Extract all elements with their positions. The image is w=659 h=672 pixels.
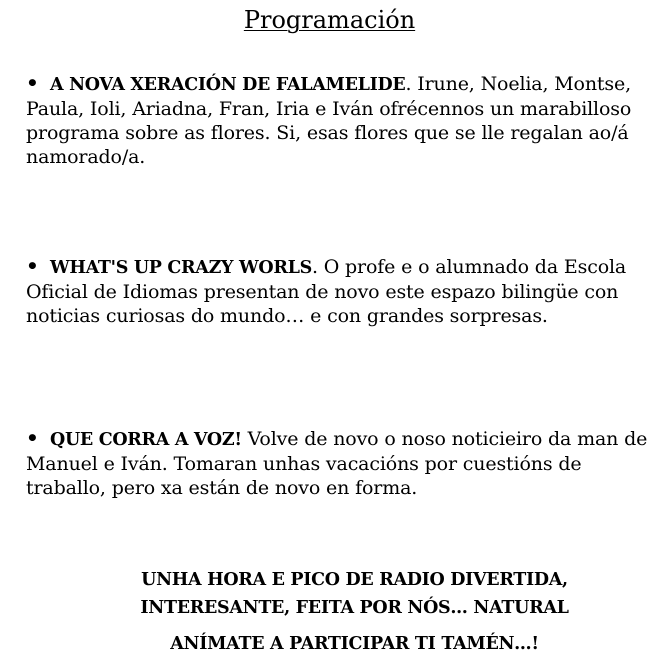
bullet-marker: • bbox=[26, 254, 39, 278]
program-name: QUE CORRA A VOZ! bbox=[50, 430, 242, 450]
program-description: Volve de novo o noso noticieiro da man de Manuel e Iván. Tomaran unhas vacacións por cuestións de traballo, pero xa están de novo en forma. bbox=[26, 428, 648, 499]
program-name: WHAT'S UP CRAZY WORLS bbox=[50, 258, 312, 278]
program-item-crazy-worls bbox=[26, 254, 658, 328]
closing-line-3: ANÍMATE A PARTICIPAR TI TAMÉN…! bbox=[170, 634, 539, 654]
program-item-falamelide bbox=[26, 71, 658, 169]
bullet-marker: • bbox=[26, 426, 39, 450]
closing-line-2: INTERESANTE, FEITA POR NÓS… NATURAL bbox=[140, 598, 569, 618]
bullet-marker: • bbox=[26, 71, 39, 95]
closing-line-1: UNHA HORA E PICO DE RADIO DIVERTIDA, bbox=[141, 570, 568, 590]
program-description: . O profe e o alumnado da Escola Oficial de Idiomas presentan de novo este espazo bilingüe con noticias curiosas do mundo… e con grandes sorpresas. bbox=[26, 256, 627, 327]
program-description: . Irune, Noelia, Montse, Paula, Ioli, Ariadna, Fran, Iria e Iván ofrécennos un marabilloso programa sobre as flores. Si, esas flores que se lle regalan ao/á namorado/a. bbox=[26, 73, 632, 168]
program-item-que-corra-a-voz bbox=[26, 426, 658, 500]
program-name: A NOVA XERACIÓN DE FALAMELIDE bbox=[50, 75, 406, 95]
page-title: Programación bbox=[243, 6, 416, 34]
